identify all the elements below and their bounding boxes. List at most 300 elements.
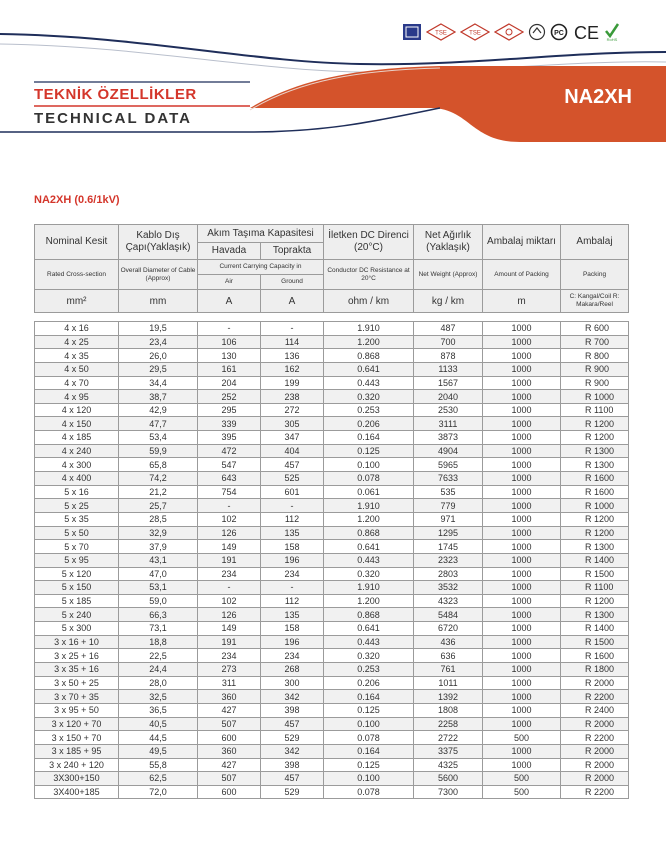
- packing-cell: R 1400: [561, 622, 629, 636]
- table-body: [35, 313, 629, 799]
- unit-packing: C: Kangal/Coil R: Makara/Reel: [561, 290, 629, 313]
- capacity-air-cell: 126: [198, 608, 261, 622]
- weight-cell: 2040: [414, 390, 483, 404]
- packing-cell: R 900: [561, 362, 629, 376]
- weight-cell: 1133: [414, 362, 483, 376]
- svg-text:PC: PC: [554, 30, 564, 37]
- packing-amount-cell: 1000: [483, 622, 561, 636]
- resistance-cell: 0.253: [324, 403, 414, 417]
- packing-cell: R 1200: [561, 417, 629, 431]
- diameter-cell: 43,1: [119, 553, 198, 567]
- capacity-ground-cell: 457: [261, 458, 324, 472]
- capacity-ground-cell: 305: [261, 417, 324, 431]
- diameter-cell: 23,4: [119, 335, 198, 349]
- cross-section-cell: 3X300+150: [35, 772, 119, 786]
- unit-section: mm²: [35, 290, 119, 313]
- capacity-air-cell: 234: [198, 649, 261, 663]
- weight-cell: 2258: [414, 717, 483, 731]
- packing-amount-cell: 1000: [483, 744, 561, 758]
- weight-cell: 5600: [414, 772, 483, 786]
- weight-cell: 1011: [414, 676, 483, 690]
- table-row: [35, 526, 629, 540]
- title-english: TECHNICAL DATA: [34, 110, 192, 127]
- cross-section-cell: 5 x 185: [35, 594, 119, 608]
- capacity-air-cell: -: [198, 322, 261, 336]
- cross-section-cell: 5 x 120: [35, 567, 119, 581]
- subheader-conductor: Conductor DC Resistance at 20°C: [324, 260, 414, 290]
- packing-amount-cell: 1000: [483, 431, 561, 445]
- header-nominal: Nominal Kesit: [35, 225, 119, 260]
- cross-section-cell: 4 x 300: [35, 458, 119, 472]
- tse-mark-icon: [460, 23, 490, 41]
- diameter-cell: 29,5: [119, 362, 198, 376]
- packing-amount-cell: 1000: [483, 362, 561, 376]
- packing-amount-cell: 1000: [483, 717, 561, 731]
- subheader-packing: Packing: [561, 260, 629, 290]
- capacity-air-cell: 360: [198, 690, 261, 704]
- table-row: [35, 608, 629, 622]
- capacity-air-cell: 643: [198, 472, 261, 486]
- packing-amount-cell: 1000: [483, 526, 561, 540]
- diameter-cell: 40,5: [119, 717, 198, 731]
- resistance-cell: 1.200: [324, 594, 414, 608]
- packing-cell: R 700: [561, 335, 629, 349]
- capacity-ground-cell: 135: [261, 526, 324, 540]
- diameter-cell: 53,1: [119, 581, 198, 595]
- unit-amount: m: [483, 290, 561, 313]
- diameter-cell: 73,1: [119, 622, 198, 636]
- subheader-net-weight: Net Weight (Approx): [414, 260, 483, 290]
- weight-cell: 4904: [414, 444, 483, 458]
- cross-section-cell: 3 x 240 + 120: [35, 758, 119, 772]
- resistance-cell: 0.320: [324, 649, 414, 663]
- table-row: [35, 485, 629, 499]
- packing-amount-cell: 1000: [483, 444, 561, 458]
- weight-cell: 535: [414, 485, 483, 499]
- diameter-cell: 74,2: [119, 472, 198, 486]
- header-toprakta: Toprakta: [261, 243, 324, 260]
- capacity-ground-cell: 136: [261, 349, 324, 363]
- technical-data-table: [34, 224, 629, 799]
- capacity-air-cell: 754: [198, 485, 261, 499]
- svg-text:TSE: TSE: [469, 30, 481, 37]
- table-row: [35, 785, 629, 799]
- resistance-cell: 0.100: [324, 458, 414, 472]
- cross-section-cell: 4 x 120: [35, 403, 119, 417]
- packing-amount-cell: 1000: [483, 690, 561, 704]
- resistance-cell: 1.910: [324, 581, 414, 595]
- header-resistance: İletken DC Direnci (20°C): [324, 225, 414, 260]
- packing-cell: R 2200: [561, 731, 629, 745]
- svg-text:CE: CE: [574, 23, 600, 41]
- diameter-cell: 32,5: [119, 690, 198, 704]
- capacity-air-cell: 161: [198, 362, 261, 376]
- table-row: [35, 649, 629, 663]
- header-row-english: [35, 260, 629, 275]
- weight-cell: 2530: [414, 403, 483, 417]
- unit-weight: kg / km: [414, 290, 483, 313]
- packing-amount-cell: 500: [483, 731, 561, 745]
- cross-section-cell: 4 x 95: [35, 390, 119, 404]
- capacity-air-cell: 191: [198, 553, 261, 567]
- table-row: [35, 758, 629, 772]
- table-row: [35, 594, 629, 608]
- table-row: [35, 553, 629, 567]
- capacity-air-cell: 427: [198, 758, 261, 772]
- packing-amount-cell: 1000: [483, 335, 561, 349]
- weight-cell: 4323: [414, 594, 483, 608]
- capacity-air-cell: 149: [198, 540, 261, 554]
- unit-resistance: ohm / km: [324, 290, 414, 313]
- capacity-ground-cell: 601: [261, 485, 324, 499]
- cross-section-cell: 4 x 25: [35, 335, 119, 349]
- capacity-air-cell: 191: [198, 635, 261, 649]
- capacity-air-cell: -: [198, 581, 261, 595]
- capacity-ground-cell: 404: [261, 444, 324, 458]
- weight-cell: 761: [414, 663, 483, 677]
- capacity-ground-cell: 234: [261, 567, 324, 581]
- subheader-ground: Ground: [261, 275, 324, 290]
- svg-text:RoHS: RoHS: [606, 37, 618, 42]
- capacity-ground-cell: 199: [261, 376, 324, 390]
- table-row: [35, 417, 629, 431]
- capacity-air-cell: 472: [198, 444, 261, 458]
- capacity-ground-cell: 457: [261, 772, 324, 786]
- weight-cell: 2722: [414, 731, 483, 745]
- resistance-cell: 0.100: [324, 717, 414, 731]
- cross-section-cell: 5 x 50: [35, 526, 119, 540]
- capacity-air-cell: 102: [198, 512, 261, 526]
- cross-section-cell: 5 x 95: [35, 553, 119, 567]
- cross-section-cell: 4 x 35: [35, 349, 119, 363]
- capacity-air-cell: 295: [198, 403, 261, 417]
- diameter-cell: 47,0: [119, 567, 198, 581]
- table-row: [35, 472, 629, 486]
- diameter-cell: 28,5: [119, 512, 198, 526]
- capacity-ground-cell: 196: [261, 635, 324, 649]
- capacity-air-cell: 395: [198, 431, 261, 445]
- capacity-air-cell: 547: [198, 458, 261, 472]
- capacity-ground-cell: 272: [261, 403, 324, 417]
- table-row: [35, 458, 629, 472]
- packing-cell: R 1100: [561, 403, 629, 417]
- packing-cell: R 1200: [561, 431, 629, 445]
- capacity-ground-cell: 529: [261, 731, 324, 745]
- packing-cell: R 1200: [561, 512, 629, 526]
- capacity-ground-cell: 114: [261, 335, 324, 349]
- packing-cell: R 1300: [561, 608, 629, 622]
- unit-air: A: [198, 290, 261, 313]
- packing-cell: R 1100: [561, 581, 629, 595]
- cross-section-cell: 3 x 50 + 25: [35, 676, 119, 690]
- weight-cell: 7633: [414, 472, 483, 486]
- table-row: [35, 717, 629, 731]
- diameter-cell: 62,5: [119, 772, 198, 786]
- title-turkish: TEKNİK ÖZELLİKLER: [34, 86, 197, 103]
- tse-mark-icon: [426, 23, 456, 41]
- weight-cell: 1745: [414, 540, 483, 554]
- diameter-cell: 42,9: [119, 403, 198, 417]
- weight-cell: 971: [414, 512, 483, 526]
- unit-ground: A: [261, 290, 324, 313]
- packing-amount-cell: 1000: [483, 649, 561, 663]
- weight-cell: 5484: [414, 608, 483, 622]
- capacity-ground-cell: -: [261, 322, 324, 336]
- table-row: [35, 390, 629, 404]
- capacity-ground-cell: 268: [261, 663, 324, 677]
- resistance-cell: 1.200: [324, 512, 414, 526]
- table-spacer: [35, 313, 629, 322]
- packing-cell: R 2200: [561, 690, 629, 704]
- cross-section-cell: 3X400+185: [35, 785, 119, 799]
- packing-cell: R 2000: [561, 676, 629, 690]
- table-row: [35, 403, 629, 417]
- diameter-cell: 66,3: [119, 608, 198, 622]
- packing-amount-cell: 1000: [483, 349, 561, 363]
- packing-cell: R 2000: [561, 744, 629, 758]
- table-row: [35, 499, 629, 513]
- weight-cell: 7300: [414, 785, 483, 799]
- resistance-cell: 0.125: [324, 703, 414, 717]
- packing-cell: R 1500: [561, 567, 629, 581]
- capacity-air-cell: 106: [198, 335, 261, 349]
- packing-cell: R 1300: [561, 458, 629, 472]
- table-row: [35, 663, 629, 677]
- diameter-cell: 21,2: [119, 485, 198, 499]
- weight-cell: 1808: [414, 703, 483, 717]
- packing-amount-cell: 1000: [483, 553, 561, 567]
- capacity-air-cell: 360: [198, 744, 261, 758]
- resistance-cell: 0.078: [324, 472, 414, 486]
- capacity-air-cell: -: [198, 499, 261, 513]
- packing-cell: R 1000: [561, 390, 629, 404]
- table-row: [35, 444, 629, 458]
- rohs-mark-icon: [604, 22, 620, 42]
- packing-cell: R 2400: [561, 703, 629, 717]
- capacity-ground-cell: 300: [261, 676, 324, 690]
- table-row: [35, 540, 629, 554]
- capacity-air-cell: 102: [198, 594, 261, 608]
- weight-cell: 487: [414, 322, 483, 336]
- resistance-cell: 0.078: [324, 731, 414, 745]
- resistance-cell: 1.200: [324, 335, 414, 349]
- cross-section-cell: 4 x 16: [35, 322, 119, 336]
- resistance-cell: 0.443: [324, 553, 414, 567]
- resistance-cell: 0.164: [324, 431, 414, 445]
- resistance-cell: 0.078: [324, 785, 414, 799]
- resistance-cell: 0.641: [324, 362, 414, 376]
- ce-mark-icon: [574, 23, 600, 41]
- header-weight: Net Ağırlık (Yaklaşık): [414, 225, 483, 260]
- cross-section-cell: 4 x 400: [35, 472, 119, 486]
- packing-amount-cell: 1000: [483, 376, 561, 390]
- diameter-cell: 25,7: [119, 499, 198, 513]
- packing-cell: R 1600: [561, 485, 629, 499]
- capacity-ground-cell: 529: [261, 785, 324, 799]
- packing-cell: R 1300: [561, 444, 629, 458]
- packing-amount-cell: 1000: [483, 594, 561, 608]
- cross-section-cell: 3 x 185 + 95: [35, 744, 119, 758]
- recycle-icon: [528, 23, 546, 41]
- table-subtitle: NA2XH (0.6/1kV): [34, 194, 120, 206]
- units-row: [35, 290, 629, 313]
- packing-amount-cell: 1000: [483, 608, 561, 622]
- capacity-ground-cell: -: [261, 581, 324, 595]
- product-code: NA2XH: [564, 86, 632, 108]
- table-row: [35, 567, 629, 581]
- cross-section-cell: 3 x 25 + 16: [35, 649, 119, 663]
- cross-section-cell: 4 x 240: [35, 444, 119, 458]
- capacity-ground-cell: 234: [261, 649, 324, 663]
- resistance-cell: 0.125: [324, 758, 414, 772]
- diameter-cell: 65,8: [119, 458, 198, 472]
- capacity-ground-cell: 135: [261, 608, 324, 622]
- resistance-cell: 1.910: [324, 499, 414, 513]
- weight-cell: 3532: [414, 581, 483, 595]
- weight-cell: 878: [414, 349, 483, 363]
- capacity-air-cell: 427: [198, 703, 261, 717]
- packing-amount-cell: 1000: [483, 403, 561, 417]
- diameter-cell: 32,9: [119, 526, 198, 540]
- packing-amount-cell: 1000: [483, 499, 561, 513]
- capacity-air-cell: 252: [198, 390, 261, 404]
- weight-cell: 5965: [414, 458, 483, 472]
- packing-cell: R 2000: [561, 717, 629, 731]
- capacity-ground-cell: 398: [261, 758, 324, 772]
- cross-section-cell: 3 x 16 + 10: [35, 635, 119, 649]
- subheader-capacity: Current Carrying Capacity in: [198, 260, 324, 275]
- table-row: [35, 635, 629, 649]
- packing-amount-cell: 1000: [483, 485, 561, 499]
- cross-section-cell: 3 x 95 + 50: [35, 703, 119, 717]
- table-row: [35, 744, 629, 758]
- packing-amount-cell: 1000: [483, 567, 561, 581]
- resistance-cell: 0.443: [324, 376, 414, 390]
- weight-cell: 1295: [414, 526, 483, 540]
- resistance-cell: 0.061: [324, 485, 414, 499]
- capacity-air-cell: 339: [198, 417, 261, 431]
- packing-cell: R 600: [561, 322, 629, 336]
- weight-cell: 3111: [414, 417, 483, 431]
- table-row: [35, 703, 629, 717]
- weight-cell: 436: [414, 635, 483, 649]
- diameter-cell: 36,5: [119, 703, 198, 717]
- weight-cell: 6720: [414, 622, 483, 636]
- packing-amount-cell: 1000: [483, 458, 561, 472]
- capacity-ground-cell: 398: [261, 703, 324, 717]
- diameter-cell: 72,0: [119, 785, 198, 799]
- capacity-ground-cell: 457: [261, 717, 324, 731]
- resistance-cell: 0.164: [324, 744, 414, 758]
- table-row: [35, 335, 629, 349]
- packing-amount-cell: 500: [483, 785, 561, 799]
- diameter-cell: 55,8: [119, 758, 198, 772]
- resistance-cell: 0.125: [324, 444, 414, 458]
- subheader-overall: Overall Diameter of Cable (Approx): [119, 260, 198, 290]
- capacity-ground-cell: -: [261, 499, 324, 513]
- header-havada: Havada: [198, 243, 261, 260]
- diameter-cell: 28,0: [119, 676, 198, 690]
- weight-cell: 779: [414, 499, 483, 513]
- capacity-air-cell: 507: [198, 717, 261, 731]
- capacity-ground-cell: 342: [261, 690, 324, 704]
- cross-section-cell: 3 x 35 + 16: [35, 663, 119, 677]
- packing-cell: R 1300: [561, 540, 629, 554]
- packing-cell: R 2000: [561, 772, 629, 786]
- weight-cell: 2803: [414, 567, 483, 581]
- capacity-ground-cell: 342: [261, 744, 324, 758]
- capacity-air-cell: 130: [198, 349, 261, 363]
- weight-cell: 1567: [414, 376, 483, 390]
- diameter-cell: 37,9: [119, 540, 198, 554]
- resistance-cell: 0.206: [324, 676, 414, 690]
- capacity-air-cell: 311: [198, 676, 261, 690]
- packing-amount-cell: 1000: [483, 417, 561, 431]
- table-row: [35, 690, 629, 704]
- cross-section-cell: 4 x 70: [35, 376, 119, 390]
- packing-amount-cell: 500: [483, 772, 561, 786]
- diameter-cell: 18,8: [119, 635, 198, 649]
- resistance-cell: 0.641: [324, 622, 414, 636]
- packing-amount-cell: 1000: [483, 512, 561, 526]
- capacity-air-cell: 600: [198, 785, 261, 799]
- diameter-cell: 53,4: [119, 431, 198, 445]
- capacity-air-cell: 507: [198, 772, 261, 786]
- packing-cell: R 1500: [561, 635, 629, 649]
- packing-cell: R 1600: [561, 472, 629, 486]
- diameter-cell: 49,5: [119, 744, 198, 758]
- cross-section-cell: 5 x 150: [35, 581, 119, 595]
- capacity-ground-cell: 525: [261, 472, 324, 486]
- resistance-cell: 0.320: [324, 567, 414, 581]
- cross-section-cell: 3 x 120 + 70: [35, 717, 119, 731]
- diameter-cell: 26,0: [119, 349, 198, 363]
- table-row: [35, 581, 629, 595]
- resistance-cell: 0.206: [324, 417, 414, 431]
- capacity-air-cell: 600: [198, 731, 261, 745]
- packing-amount-cell: 1000: [483, 540, 561, 554]
- packing-cell: R 1000: [561, 499, 629, 513]
- packing-cell: R 900: [561, 376, 629, 390]
- cross-section-cell: 5 x 300: [35, 622, 119, 636]
- certification-badge-icon: [402, 23, 422, 41]
- weight-cell: 1392: [414, 690, 483, 704]
- table-row: [35, 376, 629, 390]
- diameter-cell: 47,7: [119, 417, 198, 431]
- packing-amount-cell: 1000: [483, 390, 561, 404]
- diameter-cell: 38,7: [119, 390, 198, 404]
- certification-icons: [402, 22, 620, 42]
- diameter-cell: 59,9: [119, 444, 198, 458]
- weight-cell: 4325: [414, 758, 483, 772]
- weight-cell: 2323: [414, 553, 483, 567]
- resistance-cell: 0.868: [324, 526, 414, 540]
- packing-amount-cell: 1000: [483, 581, 561, 595]
- packing-cell: R 2000: [561, 758, 629, 772]
- resistance-cell: 1.910: [324, 322, 414, 336]
- table-row: [35, 622, 629, 636]
- packing-amount-cell: 1000: [483, 322, 561, 336]
- resistance-cell: 0.164: [324, 690, 414, 704]
- capacity-air-cell: 234: [198, 567, 261, 581]
- resistance-cell: 0.443: [324, 635, 414, 649]
- cross-section-cell: 5 x 35: [35, 512, 119, 526]
- diameter-cell: 59,0: [119, 594, 198, 608]
- packing-amount-cell: 1000: [483, 758, 561, 772]
- resistance-cell: 0.253: [324, 663, 414, 677]
- header-capacity: Akım Taşıma Kapasitesi: [198, 225, 324, 243]
- subheader-air: Air: [198, 275, 261, 290]
